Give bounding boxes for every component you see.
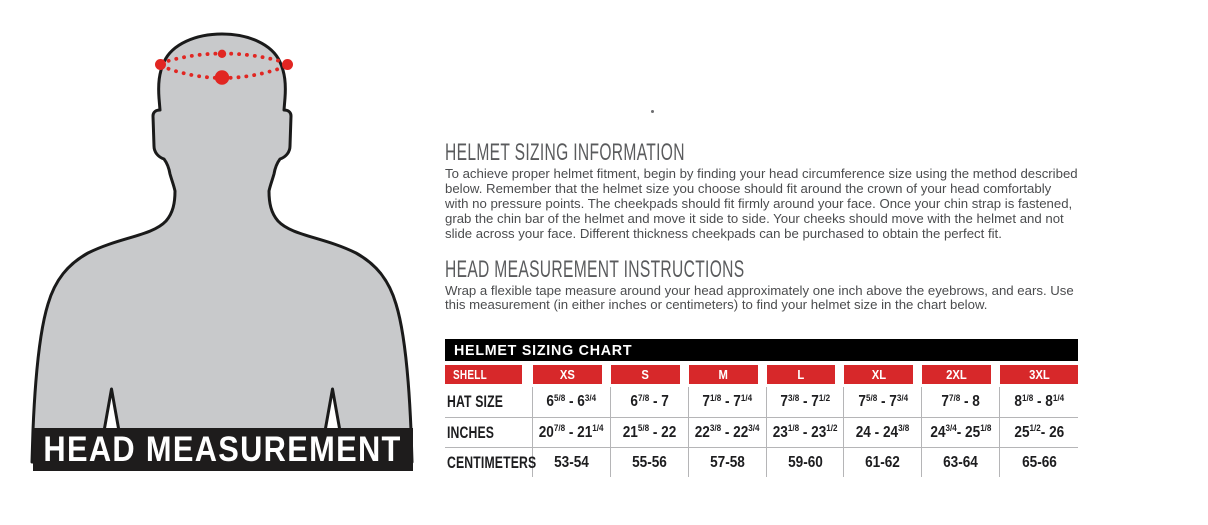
sizing-row-hat-size <box>445 387 1078 417</box>
info-column <box>445 0 1078 477</box>
size-value-cell: $21^{5/8} - 22$ <box>611 418 689 447</box>
silhouette-graphic <box>0 0 444 480</box>
size-header-row <box>445 365 1078 384</box>
sizing-row-inches <box>445 417 1078 447</box>
section-title: HEAD MEASUREMENT INSTRUCTIONS <box>445 255 745 283</box>
size-header-cell: XL <box>844 365 922 384</box>
tape-front-center-dot <box>215 70 229 84</box>
head-measurement-banner <box>33 428 413 471</box>
size-value-cell: 63-64 <box>922 448 1000 477</box>
head-measurement-figure <box>0 0 444 480</box>
size-value-cell: 59-60 <box>767 448 845 477</box>
size-value-cell: 61-62 <box>844 448 922 477</box>
size-value-cell: $7^{3/8} - 7^{1/2}$ <box>767 387 845 417</box>
section-body: To achieve proper helmet fitment, begin by finding your head circumference size using the method described below. Remember that the helmet size you choose should fit around the crown of your head comfortably with no pressure points. The cheekpads should fit firmly around your face. Once your chin strap is fastened, grab the chin bar of the helmet and move it side to side. Your cheeks should move with the helmet and not slide across your face. Different thickness cheekpads can be purchased to obtain the perfect fit. <box>445 166 1078 241</box>
size-value-cell: $20^{7/8} - 21^{1/4}$ <box>533 418 611 447</box>
shell-header-cell: SHELL <box>445 365 533 384</box>
size-header-cell: S <box>611 365 689 384</box>
size-value-cell: $6^{7/8} - 7$ <box>611 387 689 417</box>
size-value-cell: 57-58 <box>689 448 767 477</box>
section-title: HELMET SIZING INFORMATION <box>445 139 685 166</box>
size-value-cell: $22^{3/8} - 22^{3/4}$ <box>689 418 767 447</box>
size-value-cell: $25^{1/2}-$ 26 <box>1014 423 1064 441</box>
size-header-cell: L <box>767 365 845 384</box>
torso-head-silhouette <box>32 34 412 462</box>
size-value-cell: $8^{1/8} - 8^{1/4}$ <box>1014 392 1064 411</box>
size-value-cell: $7^{5/8} - 7^{3/4}$ <box>844 387 922 417</box>
size-value-cell: $7^{7/8} - 8$ <box>922 387 1000 417</box>
section-body: Wrap a flexible tape measure around your head approximately one inch above the eyebrows, and ears. Use this measurement (in either inches or centimeters) to find your helmet size in the chart below. <box>445 282 1074 313</box>
size-value-cell: $6^{5/8} - 6^{3/4}$ <box>533 387 611 417</box>
chart-title: HELMET SIZING CHART <box>454 341 633 359</box>
size-value-cell: $7^{1/8} - 7^{1/4}$ <box>689 387 767 417</box>
size-value-cell: $24^{3/4}-$ $25^{1/8}$ <box>922 418 1000 447</box>
row-label: HAT SIZE <box>445 387 533 417</box>
row-label: CENTIMETERS <box>445 448 533 477</box>
size-value-cell: $24 - 24^{3/8}$ <box>844 418 922 447</box>
stray-mark <box>651 110 654 113</box>
chart-data-rows <box>445 387 1078 477</box>
tape-right-dot <box>282 59 293 70</box>
helmet-sizing-chart <box>445 339 1078 477</box>
size-header-cell: M <box>689 365 767 384</box>
chart-title-bar <box>445 339 1078 361</box>
size-value-cell: $23^{1/8} - 23^{1/2}$ <box>767 418 845 447</box>
sizing-row-centimeters <box>445 447 1078 477</box>
size-header-cell: 3XL <box>1000 365 1078 384</box>
banner-label: HEAD MEASUREMENT <box>43 429 403 469</box>
size-value-cell: 65-66 <box>1021 453 1057 471</box>
size-header-cell: XS <box>533 365 611 384</box>
size-header-cell: 2XL <box>922 365 1000 384</box>
row-label: INCHES <box>445 418 533 447</box>
helmet-sizing-information-section <box>445 141 1078 242</box>
tape-top-center-dot <box>218 50 226 58</box>
size-value-cell: 55-56 <box>611 448 689 477</box>
tape-left-dot <box>155 59 166 70</box>
size-value-cell: 53-54 <box>533 448 611 477</box>
head-measurement-instructions-section <box>445 255 1078 314</box>
